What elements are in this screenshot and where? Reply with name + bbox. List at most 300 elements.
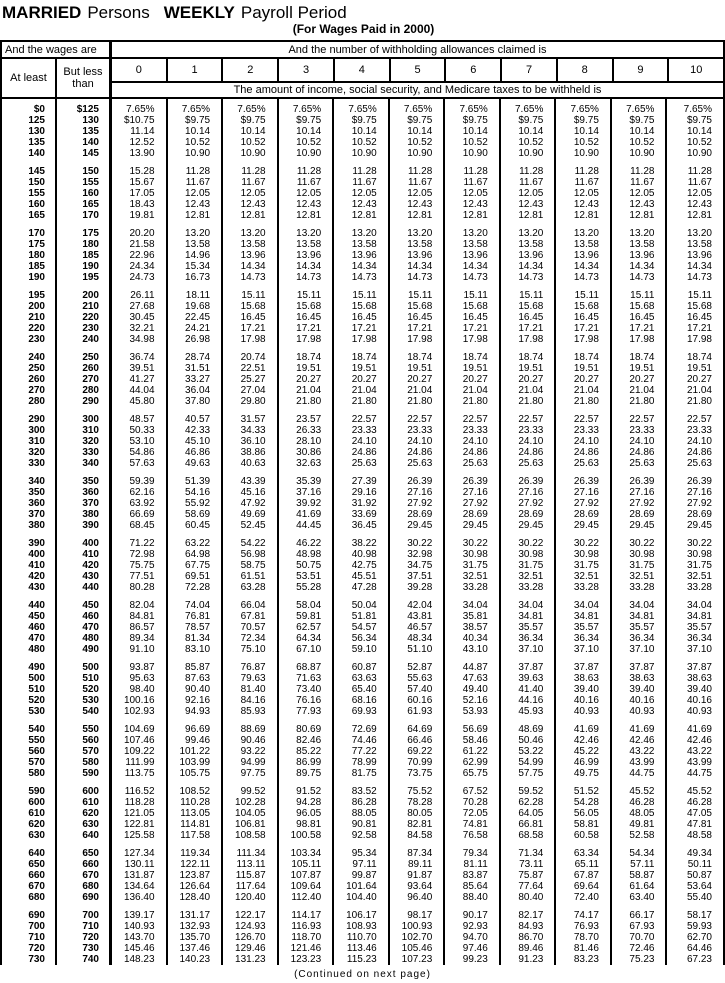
amount-cell: 24.10	[445, 436, 501, 447]
amount-cell: 45.93	[501, 706, 557, 717]
amount-cell: 87.34	[390, 848, 446, 859]
wage-cell: 310	[57, 425, 112, 436]
amount-cell: 12.43	[501, 199, 557, 210]
amount-cell: 32.63	[279, 458, 335, 469]
amount-cell: 46.28	[612, 797, 668, 808]
amount-cell: 14.34	[556, 261, 612, 272]
row-gap	[279, 903, 335, 910]
amount-cell: 24.10	[556, 436, 612, 447]
amount-cell: 16.45	[279, 312, 335, 323]
amount-cell: 21.04	[501, 385, 557, 396]
amount-cell: 100.58	[279, 830, 335, 841]
amount-cell: 13.58	[390, 239, 446, 250]
amount-cell: 34.98	[112, 334, 168, 345]
amount-cell: 13.96	[556, 250, 612, 261]
amount-cell: 71.34	[501, 848, 557, 859]
amount-cell: 60.87	[334, 662, 390, 673]
amount-cell: 48.98	[279, 549, 335, 560]
amount-cell: 14.73	[612, 272, 668, 283]
row-gap	[2, 717, 57, 724]
amount-cell: 22.57	[334, 414, 390, 425]
title-payroll-period: Payroll Period	[240, 3, 347, 22]
amount-cell: 93.87	[112, 662, 168, 673]
amount-cell: 19.81	[112, 210, 168, 221]
amount-cell: 28.69	[686, 509, 712, 520]
row-gap	[390, 283, 446, 290]
row-gap	[501, 345, 557, 352]
amount-cell: 24.10	[686, 436, 712, 447]
amount-cell: 14.34	[390, 261, 446, 272]
wage-cell: 340	[2, 476, 57, 487]
wages-are-label: And the wages are	[2, 42, 112, 57]
row-gap	[501, 221, 557, 228]
amount-cell: 14.34	[223, 261, 279, 272]
amount-cell: 7.65%	[334, 104, 390, 115]
amount-cell: 15.11	[390, 290, 446, 301]
amount-cell: 10.52	[223, 137, 279, 148]
row-gap	[279, 283, 335, 290]
amount-cell: 47.28	[334, 582, 390, 593]
row-gap	[556, 469, 612, 476]
amount-cell: 46.99	[556, 757, 612, 768]
row-gap	[57, 593, 112, 600]
amount-cell: 66.04	[223, 600, 279, 611]
amount-cell: 24.34	[112, 261, 168, 272]
row-gap	[390, 469, 446, 476]
row-gap	[57, 841, 112, 848]
amount-cell: 67.23	[686, 954, 712, 965]
amount-cell: 13.96	[223, 250, 279, 261]
amount-cell: 23.57	[279, 414, 335, 425]
amount-cell: 66.17	[612, 910, 668, 921]
wage-cell: 490	[2, 662, 57, 673]
amount-cell: 50.46	[501, 735, 557, 746]
row-gap	[2, 283, 57, 290]
amount-cell: 35.39	[279, 476, 335, 487]
wage-cell: 130	[57, 115, 112, 126]
amount-cell: 24.10	[501, 436, 557, 447]
amount-cell: 68.87	[279, 662, 335, 673]
amount-cell: 13.96	[279, 250, 335, 261]
at-least-header: At least	[2, 59, 57, 97]
row-gap	[223, 531, 279, 538]
row-gap	[2, 593, 57, 600]
amount-cell: 47.81	[686, 819, 712, 830]
row-gap	[223, 655, 279, 662]
amount-cell: 114.81	[168, 819, 224, 830]
amount-cell: 55.63	[390, 673, 446, 684]
amount-cell: 15.68	[501, 301, 557, 312]
amount-cell: 13.58	[279, 239, 335, 250]
amount-cell: 16.45	[334, 312, 390, 323]
row-gap	[501, 531, 557, 538]
amount-cell: 88.40	[445, 892, 501, 903]
amount-cell: 107.87	[279, 870, 335, 881]
amount-cell: 65.11	[556, 859, 612, 870]
amount-cell: 29.80	[223, 396, 279, 407]
amount-cell: 120.40	[223, 892, 279, 903]
amount-cell: 58.46	[445, 735, 501, 746]
amount-cell: 24.73	[112, 272, 168, 283]
amount-cell: 76.93	[556, 921, 612, 932]
amount-cell: 11.67	[223, 177, 279, 188]
amount-cell: 81.46	[556, 943, 612, 954]
wage-cell: 480	[2, 644, 57, 655]
amount-cell: 83.10	[168, 644, 224, 655]
row-gap	[2, 159, 57, 166]
wage-cell: 220	[2, 323, 57, 334]
wage-cell: $125	[57, 104, 112, 115]
amount-cell: 79.63	[223, 673, 279, 684]
amount-cell: 58.87	[612, 870, 668, 881]
amount-cell: 17.21	[612, 323, 668, 334]
amount-cell: 28.69	[501, 509, 557, 520]
wage-cell: 510	[2, 684, 57, 695]
amount-cell: 15.67	[112, 177, 168, 188]
amount-cell: 21.04	[445, 385, 501, 396]
wage-cell: 710	[2, 932, 57, 943]
amount-cell: 94.28	[279, 797, 335, 808]
amount-cell: 27.92	[686, 498, 712, 509]
amount-cell: 10.90	[612, 148, 668, 159]
amount-cell: 29.45	[612, 520, 668, 531]
amount-cell: 16.45	[686, 312, 712, 323]
row-gap	[168, 903, 224, 910]
row-gap	[2, 531, 57, 538]
amount-cell: 45.51	[334, 571, 390, 582]
wage-cell: 165	[2, 210, 57, 221]
amount-cell: 50.87	[686, 870, 712, 881]
wage-cell: 210	[57, 301, 112, 312]
amount-cell: 62.16	[112, 487, 168, 498]
amount-cell: 42.04	[390, 600, 446, 611]
amount-cell: 23.33	[390, 425, 446, 436]
row-gap	[612, 655, 668, 662]
amount-cell: 40.57	[168, 414, 224, 425]
amount-cell: 92.93	[445, 921, 501, 932]
amount-cell: 16.45	[556, 312, 612, 323]
amount-cell: 17.98	[390, 334, 446, 345]
amount-cell: 21.80	[501, 396, 557, 407]
amount-cell: 64.98	[168, 549, 224, 560]
amount-cell: 12.81	[686, 210, 712, 221]
amount-cell: 37.80	[168, 396, 224, 407]
amount-cell: 30.98	[612, 549, 668, 560]
amount-cell: 72.05	[445, 808, 501, 819]
amount-cell: 54.22	[223, 538, 279, 549]
amount-cell: 24.86	[556, 447, 612, 458]
amount-cell: 22.57	[390, 414, 446, 425]
row-gap	[334, 283, 390, 290]
amount-cell: 10.90	[686, 148, 712, 159]
amount-cell: 49.81	[612, 819, 668, 830]
amount-cell: 12.05	[223, 188, 279, 199]
wage-cell: 175	[2, 239, 57, 250]
row-gap	[279, 593, 335, 600]
amount-cell: 43.99	[612, 757, 668, 768]
amount-cell: 90.17	[445, 910, 501, 921]
amount-cell: 13.58	[168, 239, 224, 250]
row-gap	[168, 345, 224, 352]
amount-cell: 13.58	[445, 239, 501, 250]
row-gap	[2, 345, 57, 352]
amount-cell: 7.65%	[556, 104, 612, 115]
amount-cell: 10.14	[390, 126, 446, 137]
amount-cell: 89.34	[112, 633, 168, 644]
amount-cell: 14.73	[223, 272, 279, 283]
amount-cell: 32.51	[686, 571, 712, 582]
amount-cell: 69.64	[556, 881, 612, 892]
wage-cell: 530	[2, 706, 57, 717]
row-gap	[612, 717, 668, 724]
amount-cell: 34.81	[501, 611, 557, 622]
amount-cell: 40.98	[334, 549, 390, 560]
row-gap	[445, 779, 501, 786]
amount-cell: 39.40	[556, 684, 612, 695]
amount-cell: 48.58	[686, 830, 712, 841]
amount-cell: 135.70	[168, 932, 224, 943]
amount-cell: 26.33	[279, 425, 335, 436]
amount-cell: 50.11	[687, 859, 712, 870]
wage-cell: 580	[57, 757, 112, 768]
amount-cell: 91.23	[501, 954, 557, 965]
amount-cell: 92.58	[334, 830, 390, 841]
amount-cell: 13.20	[334, 228, 390, 239]
row-gap	[57, 655, 112, 662]
amount-cell: 23.33	[556, 425, 612, 436]
amount-cell: 45.80	[112, 396, 168, 407]
row-gap	[612, 903, 668, 910]
amount-cell: 77.51	[112, 571, 168, 582]
amount-cell: 39.63	[501, 673, 557, 684]
amount-cell: 34.81	[556, 611, 612, 622]
amount-cell: 43.22	[686, 746, 712, 757]
row-gap	[445, 159, 501, 166]
amount-cell: 15.11	[687, 290, 712, 301]
row-gap	[556, 345, 612, 352]
amount-cell: 81.40	[223, 684, 279, 695]
amount-cell: 47.92	[223, 498, 279, 509]
amount-cell: 98.81	[279, 819, 335, 830]
amount-cell: 38.63	[686, 673, 712, 684]
amount-cell: 29.45	[390, 520, 446, 531]
row-gap	[390, 903, 446, 910]
amount-cell: 97.11	[334, 859, 390, 870]
amount-cell: $9.75	[334, 115, 390, 126]
amount-cell: 26.39	[686, 476, 712, 487]
amount-cell: 74.17	[556, 910, 612, 921]
amount-cell: 32.51	[612, 571, 668, 582]
amount-cell: 15.11	[501, 290, 557, 301]
allowance-col-header-0: 0	[112, 59, 168, 81]
wage-cell: 420	[57, 560, 112, 571]
amount-cell: 140.23	[168, 954, 224, 965]
row-gap	[501, 469, 557, 476]
amount-cell: 132.93	[168, 921, 224, 932]
amount-cell: 107.46	[112, 735, 168, 746]
wage-cell: 155	[2, 188, 57, 199]
amount-cell: 13.90	[112, 148, 168, 159]
amount-cell: 15.11	[223, 290, 279, 301]
amount-cell: 36.34	[612, 633, 668, 644]
amount-cell: 98.17	[390, 910, 446, 921]
amount-cell: 76.87	[223, 662, 279, 673]
amount-cell: 117.64	[223, 881, 279, 892]
amount-cell: 36.34	[686, 633, 712, 644]
row-gap	[2, 221, 57, 228]
amount-cell: 27.16	[501, 487, 557, 498]
amount-cell: 10.90	[556, 148, 612, 159]
amount-cell: 32.21	[112, 323, 168, 334]
amount-cell: 83.87	[445, 870, 501, 881]
amount-cell: 111.34	[223, 848, 279, 859]
amount-cell: 90.81	[334, 819, 390, 830]
wage-cell: 550	[2, 735, 57, 746]
amount-cell: 38.63	[556, 673, 612, 684]
row-gap	[223, 841, 279, 848]
wage-cell: 520	[57, 684, 112, 695]
amount-cell: 35.81	[445, 611, 501, 622]
row-gap	[612, 593, 668, 600]
amount-cell: 62.57	[279, 622, 335, 633]
amount-cell: 88.69	[223, 724, 279, 735]
amount-cell: 45.10	[168, 436, 224, 447]
allowance-number-row	[112, 59, 723, 83]
amount-cell: 11.67	[334, 177, 390, 188]
wage-cell: 580	[2, 768, 57, 779]
amount-cell: 33.28	[501, 582, 557, 593]
wage-cell: 165	[57, 199, 112, 210]
amount-cell: 14.34	[501, 261, 557, 272]
amount-cell: 12.05	[168, 188, 224, 199]
amount-cell: 20.27	[686, 374, 712, 385]
amount-cell: 89.11	[390, 859, 446, 870]
amount-cell: 92.16	[168, 695, 224, 706]
wage-cell: 640	[57, 830, 112, 841]
amount-cell: 41.69	[686, 724, 712, 735]
amount-cell: 72.69	[334, 724, 390, 735]
wage-cell: 175	[57, 228, 112, 239]
amount-cell: 27.92	[390, 498, 446, 509]
amount-cell: 65.75	[445, 768, 501, 779]
amount-cell: 11.67	[612, 177, 668, 188]
wage-cell: 210	[2, 312, 57, 323]
row-gap	[556, 779, 612, 786]
amount-cell: 58.17	[686, 910, 712, 921]
amount-cell: 37.87	[612, 662, 668, 673]
row-gap	[501, 407, 557, 414]
amount-cell: 76.81	[168, 611, 224, 622]
wage-cell: 135	[2, 137, 57, 148]
amount-cell: $9.75	[168, 115, 224, 126]
amount-cell: 47.63	[445, 673, 501, 684]
row-gap	[556, 221, 612, 228]
wage-cell: 650	[57, 848, 112, 859]
amount-cell: 17.21	[390, 323, 446, 334]
amount-cell: 72.34	[223, 633, 279, 644]
wage-cell: 500	[57, 662, 112, 673]
amount-cell: 10.52	[390, 137, 446, 148]
amount-cell: 49.69	[223, 509, 279, 520]
amount-cell: 26.39	[612, 476, 668, 487]
amount-cell: 12.43	[334, 199, 390, 210]
amount-cell: 75.23	[612, 954, 668, 965]
row-gap	[334, 593, 390, 600]
row-gap	[612, 841, 668, 848]
amount-cell: 18.74	[445, 352, 501, 363]
amount-cell: 116.52	[112, 786, 168, 797]
wage-cell: 540	[57, 706, 112, 717]
row-gap	[2, 469, 57, 476]
amount-cell: 77.93	[279, 706, 335, 717]
wage-cell: 620	[2, 819, 57, 830]
amount-cell: 22.57	[445, 414, 501, 425]
amount-cell: 48.57	[112, 414, 168, 425]
amount-cell: 30.22	[445, 538, 501, 549]
amount-cell: 76.58	[445, 830, 501, 841]
amount-cell: 13.58	[501, 239, 557, 250]
amount-cell: 48.69	[501, 724, 557, 735]
wage-cell: 190	[57, 261, 112, 272]
row-gap	[279, 407, 335, 414]
amount-cell: 26.39	[556, 476, 612, 487]
amount-cell: 109.22	[112, 746, 168, 757]
wage-cell: 200	[57, 290, 112, 301]
amount-cell: 10.14	[279, 126, 335, 137]
amount-cell: 11.28	[279, 166, 335, 177]
amount-cell: 20.27	[612, 374, 668, 385]
row-gap	[57, 717, 112, 724]
amount-cell: 14.73	[334, 272, 390, 283]
amount-cell: 125.58	[112, 830, 168, 841]
row-gap	[112, 407, 168, 414]
wage-cell: 620	[57, 808, 112, 819]
wage-cell: 320	[2, 447, 57, 458]
amount-cell: 100.16	[112, 695, 168, 706]
amount-cell: 12.05	[501, 188, 557, 199]
amount-cell: 70.28	[445, 797, 501, 808]
amount-cell: 126.70	[223, 932, 279, 943]
amount-cell: 69.93	[334, 706, 390, 717]
wage-cell: 440	[2, 600, 57, 611]
amount-cell: 13.20	[168, 228, 224, 239]
amount-cell: 105.11	[279, 859, 335, 870]
amount-cell: 113.05	[168, 808, 224, 819]
amount-cell: 57.11	[612, 859, 668, 870]
amount-cell: 63.40	[612, 892, 668, 903]
wage-cell: 360	[2, 498, 57, 509]
amount-cell: 81.34	[168, 633, 224, 644]
amount-cell: 40.63	[223, 458, 279, 469]
amount-cell: 18.74	[390, 352, 446, 363]
amount-cell: 76.16	[279, 695, 335, 706]
amount-cell: 20.20	[112, 228, 168, 239]
wage-cell: 440	[57, 582, 112, 593]
amount-cell: 39.40	[686, 684, 712, 695]
amount-cell: 91.87	[390, 870, 446, 881]
amount-cell: 15.11	[445, 290, 501, 301]
amount-cell: 34.33	[223, 425, 279, 436]
wage-cell: 460	[2, 622, 57, 633]
amount-cell: 13.58	[612, 239, 668, 250]
amount-cell: 30.22	[501, 538, 557, 549]
amount-cell: 33.28	[445, 582, 501, 593]
amount-cell: 36.34	[556, 633, 612, 644]
amount-cell: 31.51	[168, 363, 224, 374]
row-gap	[445, 593, 501, 600]
amount-cell: 123.87	[168, 870, 224, 881]
amount-cell: 13.20	[556, 228, 612, 239]
